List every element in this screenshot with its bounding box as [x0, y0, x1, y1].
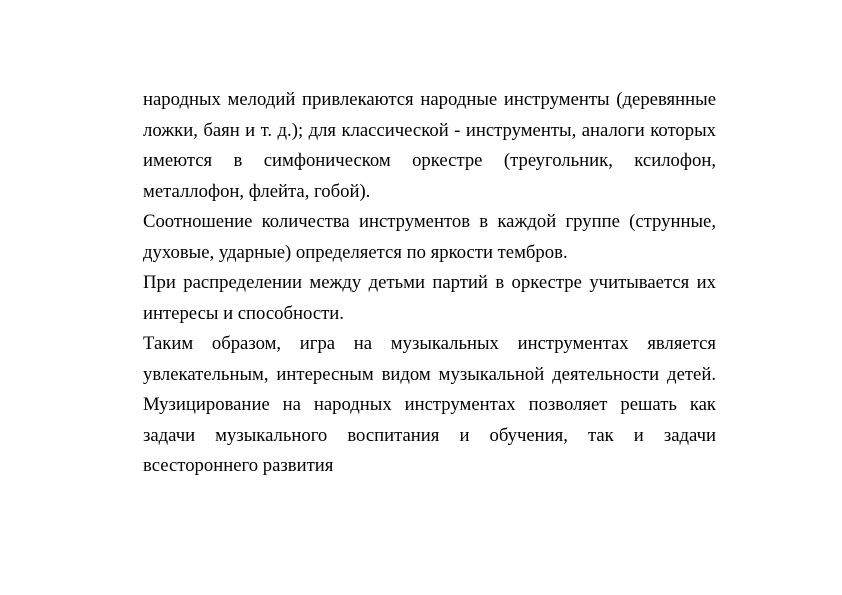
body-text [143, 85, 716, 482]
paragraph: народных мелодий привлекаются народные инструменты (деревянные ложки, баян и т. д.); для классической - инструменты, аналоги которых имеются в симфоническом оркестре (треугольник, ксилофон, металлофон, флейта, гобой). [143, 89, 716, 202]
paragraph: При распределении между детьми партий в оркестре учитывается их интересы и способности. [143, 272, 716, 324]
paragraph: Таким образом, игра на музыкальных инструментах является увлекательным, интересным видом музыкальной деятельности детей. Музицирование на народных инструментах позволяет решать как задачи музыкального воспитания и обучения, так и задачи всестороннего развития [143, 333, 716, 476]
paragraph: Соотношение количества инструментов в каждой группе (струнные, духовые, ударные) определяется по яркости тембров. [143, 211, 716, 263]
